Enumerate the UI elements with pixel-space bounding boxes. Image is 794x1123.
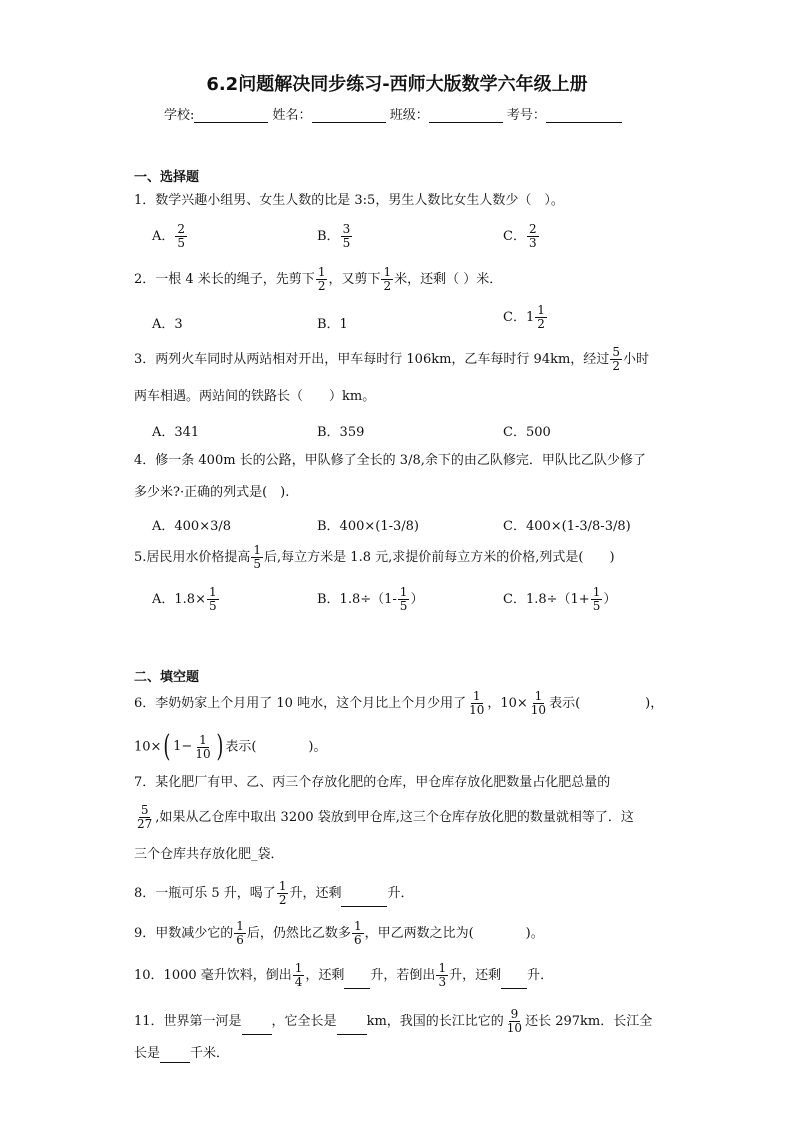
denominator: 5: [177, 236, 186, 250]
denominator: 3: [528, 236, 537, 250]
numerator: 1: [353, 919, 362, 933]
parenthesized-expression: [161, 729, 225, 764]
q5-text-1: 5.居民用水价格提高: [134, 550, 251, 565]
denominator: 5: [208, 599, 217, 613]
numerator: 1: [236, 919, 244, 933]
q4-option-c[interactable]: C．400×(1-3/8-3/8): [503, 519, 631, 534]
question-10: [134, 962, 553, 989]
fraction: [529, 690, 548, 717]
right-paren-icon: ): [215, 729, 223, 764]
q9-text-1: 9．甲数减少它的: [134, 926, 234, 941]
q11-line2-text-1: 长是: [134, 1046, 161, 1061]
q7-text-2: ,如果从乙仓库中取出 3200 袋放到甲仓库,这三个仓库存放化肥的数量就相等了．这: [155, 810, 634, 825]
name-label: 姓名：: [272, 108, 312, 123]
q11-text-2: ，它全长是: [271, 1014, 337, 1029]
numerator: 5: [140, 803, 149, 817]
denominator: 3: [438, 975, 447, 989]
q8-answer-blank[interactable]: [341, 893, 387, 907]
fraction: [135, 804, 154, 831]
denominator: 6: [353, 933, 362, 947]
numerator: 1: [534, 689, 543, 703]
fraction: [207, 586, 219, 613]
q10-text-3: 升，若倒出: [370, 968, 436, 983]
question-5: [134, 544, 615, 571]
q3-option-a[interactable]: A．341: [152, 425, 200, 440]
option-close-paren: ）: [410, 592, 424, 607]
q11-text-1: 11．世界第一河是: [134, 1014, 242, 1029]
q10-answer-blank-1[interactable]: [344, 975, 370, 989]
q5-option-b[interactable]: [317, 586, 423, 613]
question-4-line-2: 多少米?·正确的列式是( ).: [134, 485, 290, 500]
q4-option-b[interactable]: B．400×(1-3/8): [317, 519, 419, 534]
q2-option-b[interactable]: B．1: [317, 317, 348, 332]
denominator: 10: [506, 1021, 523, 1035]
numerator: 1: [199, 732, 207, 747]
left-paren-icon: (: [163, 729, 171, 764]
option-label: A．: [152, 229, 175, 244]
q8-text-3: 升．: [387, 886, 414, 901]
q11-answer-blank-2[interactable]: [337, 1021, 367, 1035]
fraction: [398, 586, 410, 613]
question-7-line-2: [134, 804, 634, 831]
numerator: 1: [438, 961, 447, 975]
question-6: [134, 690, 663, 717]
numerator: 9: [510, 1007, 519, 1021]
q2-text-1: 2．一根 4 米长的绳子，先剪下: [134, 272, 315, 287]
q5-option-c[interactable]: [503, 586, 616, 613]
q3-text-1: 3．两列火车同时从两站相对开出，甲车每时行 106km，乙车每时行 94km，经过: [134, 352, 610, 367]
fraction: [175, 223, 187, 250]
option-close-paren: ）: [603, 592, 617, 607]
question-2: [134, 266, 502, 293]
q6-line2-text-1: 10×: [134, 739, 162, 755]
numerator: 1: [537, 303, 545, 317]
q4-option-a[interactable]: A．400×3/8: [152, 519, 232, 534]
class-label: 班级：: [389, 108, 429, 123]
numerator: 1: [253, 543, 262, 557]
q11-text-4: 还长 297km．长江全: [525, 1014, 653, 1029]
fraction: [591, 586, 603, 613]
q6-text-1: 6．李奶奶家上个月用了 10 吨水，这个月比上个月少用了: [134, 696, 467, 711]
numerator: 2: [177, 222, 186, 236]
school-blank[interactable]: [194, 108, 268, 123]
denominator: 10: [530, 703, 547, 717]
q9-text-2: 后，仍然比乙数多: [246, 926, 351, 941]
numerator: 1: [317, 265, 326, 279]
question-8: [134, 880, 413, 907]
question-3: [134, 346, 649, 373]
class-blank[interactable]: [429, 108, 503, 123]
option-label: B．: [317, 229, 340, 244]
denominator: 2: [537, 317, 545, 331]
question-9: [134, 920, 544, 947]
denominator: 10: [195, 746, 211, 761]
q3-option-c[interactable]: C．500: [503, 425, 551, 440]
q11-answer-blank-3[interactable]: [160, 1049, 190, 1063]
q6-text-2: ，10×: [487, 696, 528, 711]
fraction: [277, 880, 289, 907]
denominator: 6: [236, 933, 244, 947]
q9-text-3: ，甲乙两数之比为( )。: [364, 926, 544, 941]
fraction: [381, 266, 393, 293]
exam-no-label: 考号：: [506, 108, 546, 123]
option-label: A．1.8×: [152, 592, 206, 607]
q6-line2-text-3: 表示( )。: [225, 739, 327, 755]
question-3-line-2: 两车相遇。两站间的铁路长（ ）km。: [134, 389, 376, 404]
school-label: 学校:: [164, 108, 195, 123]
fraction: [527, 223, 539, 250]
numerator: 2: [528, 222, 537, 236]
denominator: 4: [294, 975, 303, 989]
fraction: [352, 920, 364, 947]
denominator: 5: [592, 599, 601, 613]
denominator: 2: [278, 893, 287, 907]
denominator: 2: [383, 279, 392, 293]
denominator: 10: [469, 703, 485, 717]
numerator: 1: [383, 265, 392, 279]
fraction: [193, 734, 212, 761]
fraction: [505, 1008, 524, 1035]
q11-answer-blank-1[interactable]: [242, 1021, 272, 1035]
option-label: B．1.8÷（1-: [317, 592, 397, 607]
q10-answer-blank-2[interactable]: [501, 975, 527, 989]
q3-text-2: 小时: [622, 352, 649, 367]
q5-option-a[interactable]: [152, 586, 220, 613]
option-label: C．1.8÷（1+: [503, 592, 590, 607]
page-title: 6.2问题解决同步练习-西师大版数学六年级上册: [206, 74, 588, 95]
denominator: 27: [137, 817, 153, 831]
section-heading-choice: 一、选择题: [134, 170, 200, 185]
q10-text-4: 升，还剩: [449, 968, 502, 983]
fraction: [293, 962, 305, 989]
q8-text-1: 8．一瓶可乐 5 升，喝了: [134, 886, 276, 901]
numerator: 1: [592, 585, 601, 599]
question-7: 7．某化肥厂有甲、乙、丙三个存放化肥的仓库，甲仓库存放化肥数量占化肥总量的: [134, 775, 611, 790]
numerator: 1: [208, 585, 217, 599]
numerator: 1: [294, 961, 303, 975]
numerator: 1: [399, 585, 408, 599]
q2-option-a[interactable]: A．3: [152, 317, 183, 332]
fraction: [341, 223, 353, 250]
student-info-line: [164, 104, 622, 123]
q3-option-b[interactable]: B．359: [317, 425, 365, 440]
q6-line2-text-2: 1−: [173, 739, 193, 754]
question-6-line-2: [134, 729, 327, 764]
question-7-line-3: 三个仓库共存放化肥_袋．: [134, 847, 284, 862]
question-1: 1．数学兴趣小组男、女生人数的比是 3:5，男生人数比女生人数少（ ）。: [134, 193, 564, 208]
option-label: C．1: [503, 310, 535, 325]
fraction: [467, 690, 486, 717]
q10-text-5: 升．: [527, 968, 554, 983]
denominator: 5: [342, 236, 351, 250]
fraction: [316, 266, 328, 293]
q8-text-2: 升，还剩: [289, 886, 342, 901]
q6-text-3: 表示( )，: [549, 696, 664, 711]
q2-option-c[interactable]: [503, 304, 548, 331]
option-label: C．: [503, 229, 526, 244]
denominator: 5: [253, 557, 262, 571]
fraction: [251, 544, 263, 571]
question-4: 4．修一条 400m 长的公路，甲队修了全长的 3/8,余下的由乙队修完．甲队比乙队少修了: [134, 453, 646, 468]
denominator: 2: [317, 279, 326, 293]
exam-no-blank[interactable]: [546, 108, 622, 123]
q5-text-2: 后,每立方米是 1.8 元,求提价前每立方米的价格,列式是( ): [264, 550, 615, 565]
question-11-line-2: [134, 1045, 229, 1063]
denominator: 2: [612, 359, 620, 373]
q11-text-3: km，我国的长江比它的: [366, 1014, 504, 1029]
fraction: [610, 346, 622, 373]
question-11: [134, 1008, 652, 1035]
numerator: 3: [342, 222, 351, 236]
q1-option-a[interactable]: [152, 223, 188, 250]
q10-text-1: 10．1000 毫升饮料，倒出: [134, 968, 292, 983]
numerator: 1: [472, 689, 481, 703]
q1-option-b[interactable]: [317, 223, 353, 250]
fraction: [535, 304, 547, 331]
q11-line2-text-2: 千米．: [190, 1046, 230, 1061]
denominator: 5: [399, 599, 408, 613]
q2-text-3: 米，还剩（ ）米．: [394, 272, 503, 287]
name-blank[interactable]: [312, 108, 386, 123]
section-heading-fill-in: 二、填空题: [134, 670, 200, 685]
numerator: 5: [612, 345, 620, 359]
fraction: [234, 920, 246, 947]
fraction: [436, 962, 448, 989]
q1-option-c[interactable]: [503, 223, 540, 250]
q2-text-2: ，又剪下: [328, 272, 381, 287]
q10-text-2: ，还剩: [305, 968, 345, 983]
numerator: 1: [278, 879, 287, 893]
